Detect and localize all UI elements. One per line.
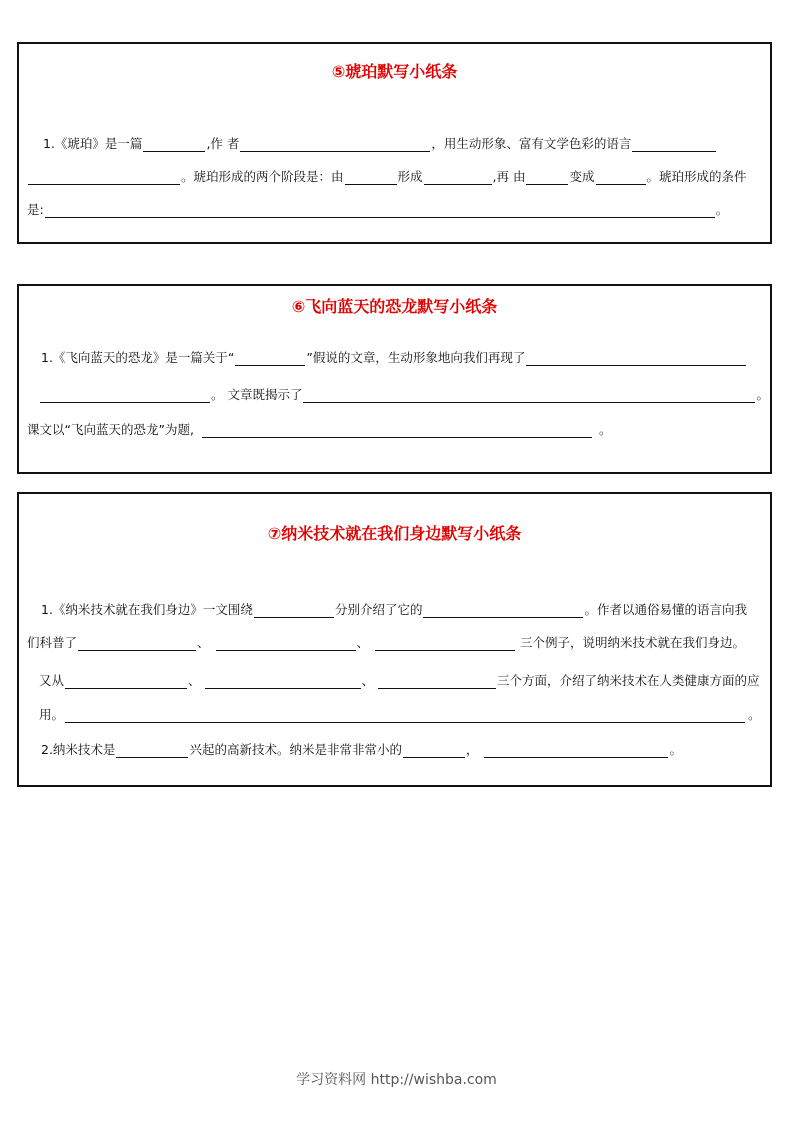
footer-watermark: 学习资料网 http://wishba.com	[296, 1072, 497, 1088]
question-line: 1.《琥珀》是一篇 ,作 者 ，用生动形象、富有文学色彩的语言	[19, 136, 770, 152]
answer-blank[interactable]	[65, 675, 187, 689]
answer-blank[interactable]	[424, 171, 492, 185]
question-line: 用。 。	[39, 707, 761, 722]
dictation-card-amber	[17, 42, 772, 244]
answer-blank[interactable]	[632, 138, 716, 152]
question-line: 1.《纳米技术就在我们身边》一文围绕 分别介绍了它的 。作者以通俗易懂的语言向我	[41, 602, 747, 617]
answer-blank[interactable]	[526, 352, 746, 366]
question-line: 。 文章既揭示了 。	[19, 387, 770, 403]
question-line: 课文以“飞向蓝天的恐龙”为题, 。	[27, 422, 612, 437]
question-line: 1.《飞向蓝天的恐龙》是一篇关于“ ”假说的文章，生动形象地向我们再现了	[19, 350, 770, 366]
answer-blank[interactable]	[205, 675, 361, 689]
answer-blank[interactable]	[216, 637, 356, 651]
question-line: 又从 、 、 三个方面，介绍了纳米技术在人类健康方面的应	[39, 673, 760, 688]
answer-blank[interactable]	[235, 352, 305, 366]
answer-blank[interactable]	[423, 604, 583, 618]
card-title: ⑤琥珀默写小纸条	[331, 62, 458, 81]
answer-blank[interactable]	[345, 171, 397, 185]
answer-blank[interactable]	[78, 637, 196, 651]
answer-blank[interactable]	[403, 744, 465, 758]
card-title: ⑦纳米技术就在我们身边默写小纸条	[267, 524, 522, 543]
answer-blank[interactable]	[526, 171, 568, 185]
answer-blank[interactable]	[28, 171, 180, 185]
question-line: 。琥珀形成的两个阶段是：由 形成 ,再 由 变成 。琥珀形成的条件	[19, 169, 770, 185]
answer-blank[interactable]	[303, 389, 755, 403]
question-line: 们科普了 、 、 三个例子，说明纳米技术就在我们身边。	[27, 635, 746, 650]
question-line: 2.纳米技术是 兴起的高新技术。纳米是非常非常小的 ， 。	[41, 742, 682, 757]
answer-blank[interactable]	[65, 709, 745, 723]
answer-blank[interactable]	[378, 675, 496, 689]
answer-blank[interactable]	[375, 637, 515, 651]
answer-blank[interactable]	[484, 744, 668, 758]
card-title: ⑥飞向蓝天的恐龙默写小纸条	[291, 297, 498, 316]
dictation-card-nanotech	[17, 492, 772, 787]
answer-blank[interactable]	[240, 138, 430, 152]
dictation-card-dinosaur	[17, 284, 772, 474]
question-line: 是: 。	[27, 202, 729, 217]
answer-blank[interactable]	[45, 204, 715, 218]
answer-blank[interactable]	[116, 744, 188, 758]
answer-blank[interactable]	[40, 389, 210, 403]
answer-blank[interactable]	[596, 171, 646, 185]
answer-blank[interactable]	[143, 138, 205, 152]
answer-blank[interactable]	[254, 604, 334, 618]
answer-blank[interactable]	[202, 424, 592, 438]
